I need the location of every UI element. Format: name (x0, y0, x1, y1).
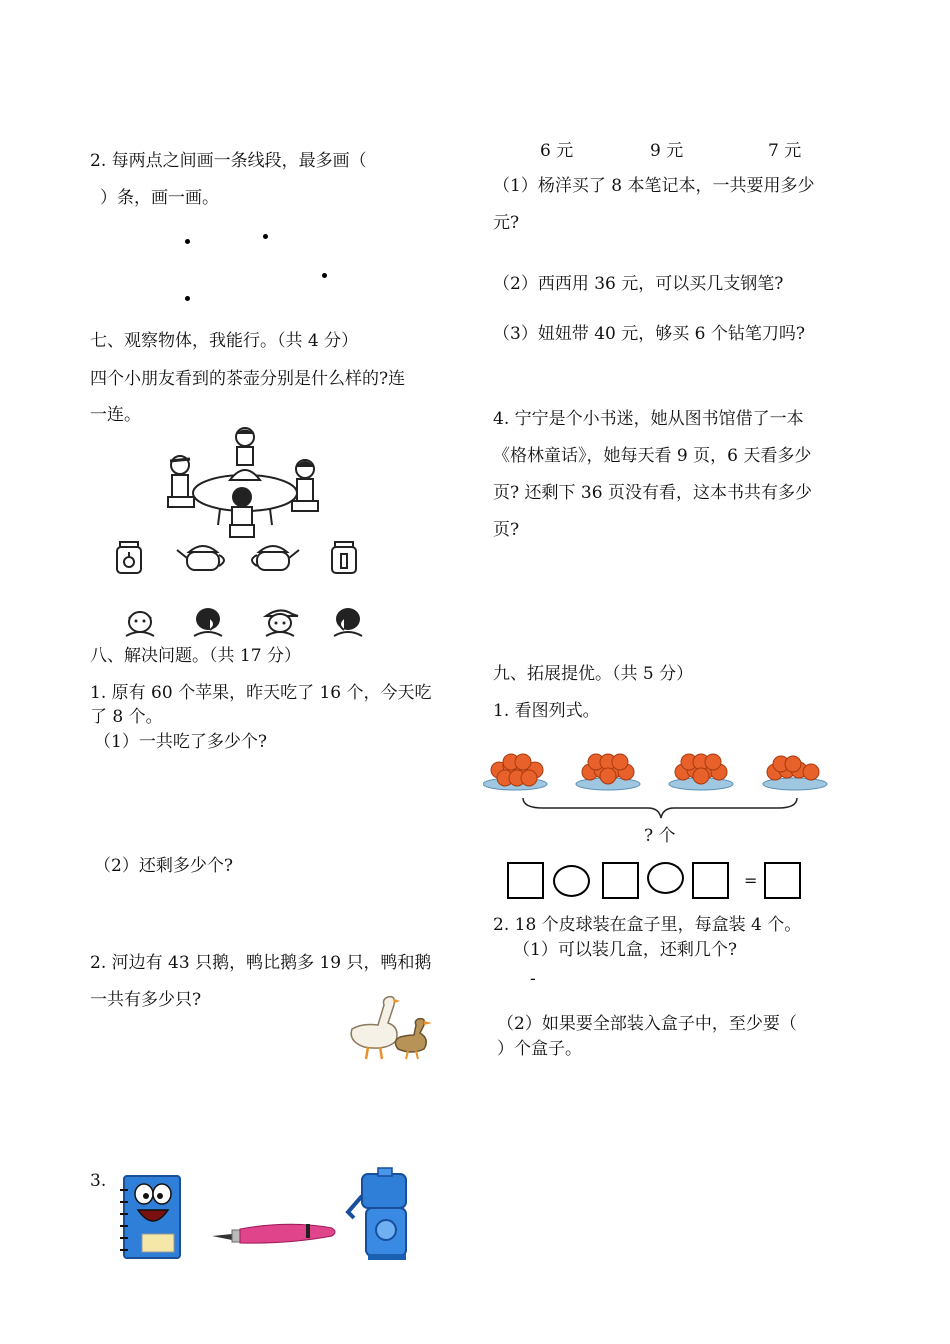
section-9-q2-1: （1）可以装几盒，还剩几个? (513, 940, 737, 960)
answer-box[interactable] (507, 862, 544, 899)
problem-3-label: 3. (90, 1171, 107, 1191)
problem-1-line1: 1. 原有 60 个苹果，昨天吃了 16 个，今天吃 (90, 683, 432, 703)
operator-circle[interactable] (553, 865, 590, 897)
problem-4-line3: 页? 还剩下 36 页没有看，这本书共有多少 (493, 483, 812, 503)
pencil-sharpener-icon (344, 1166, 426, 1262)
goose-duck-illustration (342, 993, 434, 1063)
problem-2-line2: 一共有多少只? (90, 990, 202, 1010)
section-9-q1: 1. 看图列式。 (493, 701, 600, 721)
price-pen: 9 元 (650, 141, 684, 161)
point-dot (185, 239, 190, 244)
price-sharpener: 7 元 (768, 141, 802, 161)
problem-1-q1: （1）一共吃了多少个? (94, 732, 267, 752)
section-9-q2-2-line1: （2）如果要全部装入盒子中，至少要（ (497, 1014, 797, 1034)
children-table-illustration (160, 425, 330, 540)
teapot-view-4-icon (328, 540, 360, 576)
problem-2-line1: 2. 河边有 43 只鹅，鸭比鹅多 19 只，鸭和鹅 (90, 953, 432, 973)
orange-icon (521, 770, 537, 786)
answer-box[interactable] (602, 862, 639, 899)
teapot-view-1-icon (113, 540, 145, 576)
equals-sign: = (744, 871, 758, 890)
operator-circle[interactable] (647, 862, 684, 894)
question-count-label: ? 个 (644, 826, 676, 846)
orange-icon (612, 754, 628, 770)
section-7-title: 七、观察物体，我能行。（共 4 分） (90, 331, 359, 351)
problem-4-line1: 4. 宁宁是个小书迷，她从图书馆借了一本 (493, 409, 804, 429)
q2-line1: 2. 每两点之间画一条线段，最多画（ (90, 151, 367, 171)
right-q1-line1: （1）杨洋买了 8 本笔记本，一共要用多少 (493, 176, 815, 196)
point-dot (263, 234, 268, 239)
orange-icon (785, 756, 801, 772)
orange-icon (600, 768, 616, 784)
right-q2: （2）西西用 36 元，可以买几支钢笔? (493, 274, 784, 294)
notebook-icon (118, 1166, 184, 1262)
section-9-title: 九、拓展提优。（共 5 分） (493, 664, 694, 684)
problem-4-line4: 页? (493, 520, 520, 540)
right-q3: （3）妞妞带 40 元，够买 6 个钻笔刀吗? (493, 324, 805, 344)
orange-icon (693, 768, 709, 784)
orange-icon (515, 754, 531, 770)
section-7-line2: 一连。 (90, 405, 141, 425)
brace-icon (523, 798, 797, 818)
section-7-line1: 四个小朋友看到的茶壶分别是什么样的?连 (90, 369, 406, 389)
point-dot (185, 296, 190, 301)
answer-box[interactable] (692, 862, 729, 899)
dash-mark: - (530, 969, 536, 989)
child-head-4-icon (330, 604, 366, 638)
teapot-view-2-icon (175, 540, 231, 576)
fountain-pen-icon (210, 1218, 340, 1246)
orange-plates-illustration (483, 742, 835, 820)
section-8-title: 八、解决问题。（共 17 分） (90, 646, 301, 666)
price-notebook: 6 元 (540, 141, 574, 161)
orange-icon (803, 764, 819, 780)
child-head-2-icon (190, 604, 226, 638)
child-head-1-icon (122, 604, 158, 638)
section-9-q2: 2. 18 个皮球装在盒子里，每盒装 4 个。 (493, 915, 802, 935)
problem-1-q2: （2）还剩多少个? (94, 856, 233, 876)
child-head-3-icon (260, 604, 300, 638)
right-q1-line2: 元? (493, 213, 520, 233)
point-dot (322, 273, 327, 278)
result-box[interactable] (764, 862, 801, 899)
section-9-q2-2-line2: ）个盒子。 (497, 1039, 582, 1059)
teapot-view-3-icon (245, 540, 301, 576)
orange-icon (705, 754, 721, 770)
problem-4-line2: 《格林童话》，她每天看 9 页，6 天看多少 (493, 446, 812, 466)
problem-1-line2: 了 8 个。 (90, 707, 163, 727)
q2-line2: ）条，画一画。 (100, 188, 219, 208)
